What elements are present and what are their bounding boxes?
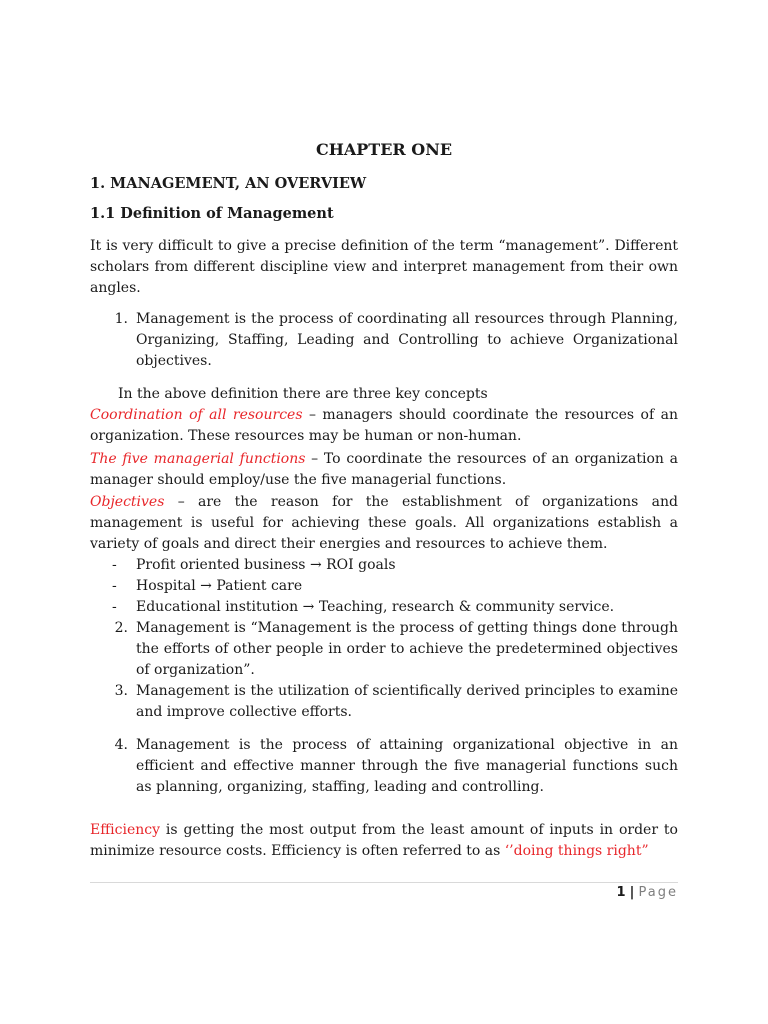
concept-term: The five managerial functions	[90, 451, 306, 467]
list-item-text: Profit oriented business → ROI goals	[136, 557, 396, 573]
definition-number: 3.	[114, 683, 128, 699]
definition-text: Management is the process of attaining organizational objective in an efficient and effective manner through the five managerial functions such as planning, organizing, staffing, leading and controlling.	[136, 737, 678, 795]
definition-text: Management is “Management is the process of getting things done through the efforts of other people in order to achieve the predetermined objectives of organization”.	[136, 620, 678, 678]
section-heading: 1. MANAGEMENT, AN OVERVIEW	[90, 175, 367, 192]
page-number: 1	[616, 885, 626, 900]
definition-list-item	[90, 681, 678, 723]
list-item	[90, 576, 678, 597]
key-concepts-intro: In the above definition there are three key concepts	[118, 386, 488, 402]
footer-divider	[90, 882, 678, 883]
list-item	[90, 555, 678, 576]
chapter-title: CHAPTER ONE	[315, 140, 453, 159]
list-item	[90, 597, 678, 618]
concept-text: – managers should coordinate the resources of an organization. These resources may be human or non-human.	[90, 407, 678, 444]
dash-bullet: -	[112, 557, 117, 573]
definition-number: 1.	[114, 311, 128, 327]
concept-paragraph	[90, 449, 678, 491]
page-label: Page	[638, 885, 678, 900]
dash-bullet: -	[112, 599, 117, 615]
definition-list-item	[90, 309, 678, 372]
concept-text: – To coordinate the resources of an organization a manager should employ/use the five managerial functions.	[90, 451, 678, 488]
efficiency-term: Efficiency	[90, 822, 161, 838]
concept-term: Objectives	[90, 494, 165, 510]
page-footer	[616, 885, 678, 900]
intro-paragraph: It is very difficult to give a precise definition of the term “management”. Different scholars from different discipline view and interpret management from their own angles.	[90, 238, 678, 296]
definition-list-item	[90, 618, 678, 681]
definition-text: Management is the utilization of scientifically derived principles to examine and improve collective efforts.	[136, 683, 678, 720]
efficiency-quote: ‘’doing things right”	[504, 843, 649, 859]
definition-number: 2.	[114, 620, 128, 636]
definition-number: 4.	[114, 737, 128, 753]
efficiency-paragraph	[90, 820, 678, 862]
efficiency-text: is getting the most output from the least amount of inputs in order to minimize resource costs. Efficiency is often referred to as	[90, 822, 678, 859]
subsection-heading: 1.1 Definition of Management	[90, 205, 334, 222]
definition-list-item	[90, 735, 678, 798]
goal-examples-list	[90, 555, 678, 618]
dash-bullet: -	[112, 578, 117, 594]
concept-term: Coordination of all resources	[90, 407, 303, 423]
list-item-text: Educational institution → Teaching, research & community service.	[136, 599, 615, 615]
concept-paragraph	[90, 405, 678, 447]
footer-separator: |	[629, 885, 635, 900]
definition-text: Management is the process of coordinating all resources through Planning, Organizing, Staffing, Leading and Controlling to achieve Organizational objectives.	[136, 311, 678, 369]
concept-text: – are the reason for the establishment of organizations and management is useful for achieving these goals. All organizations establish a variety of goals and direct their energies and resources to achieve them.	[90, 494, 678, 552]
concept-paragraph	[90, 492, 678, 555]
list-item-text: Hospital → Patient care	[136, 578, 303, 594]
